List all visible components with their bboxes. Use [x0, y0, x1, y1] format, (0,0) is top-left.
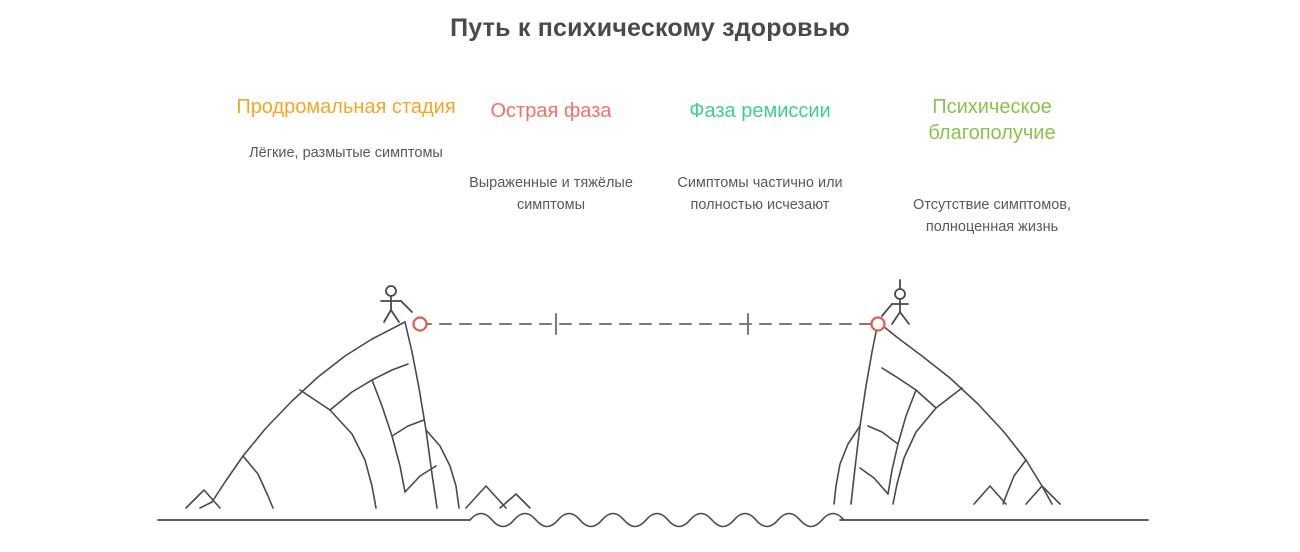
stage-title-wellbeing: Психическое благополучие — [928, 96, 1056, 144]
mountain-right — [834, 322, 1060, 504]
climber-figure-right — [882, 280, 909, 324]
rope-anchor-left — [414, 318, 427, 331]
rope-anchor-right — [872, 318, 885, 331]
page-title: Путь к психическому здоровью — [450, 14, 850, 42]
illustration-scene — [0, 260, 1300, 547]
stage-title-remission: Фаза ремиссии — [689, 100, 831, 122]
stage-description-acute: Выраженные и тяжёлые симптомы — [469, 175, 633, 213]
climber-figure-left — [381, 286, 412, 322]
stage-prodromal — [216, 94, 476, 164]
stage-description-prodromal: Лёгкие, размытые симптомы — [249, 145, 443, 161]
stage-title-acute: Острая фаза — [490, 100, 612, 122]
stage-description-remission: Симптомы частично или полностью исчезают — [677, 175, 843, 213]
stage-description-wellbeing: Отсутствие симптомов, полноценная жизнь — [913, 197, 1071, 235]
stage-wellbeing — [872, 94, 1112, 238]
stage-acute — [456, 98, 646, 216]
water-line — [470, 514, 844, 527]
mountain-left — [186, 322, 530, 508]
stage-title-prodromal: Продромальная стадия — [236, 96, 456, 118]
stage-remission — [650, 98, 870, 216]
